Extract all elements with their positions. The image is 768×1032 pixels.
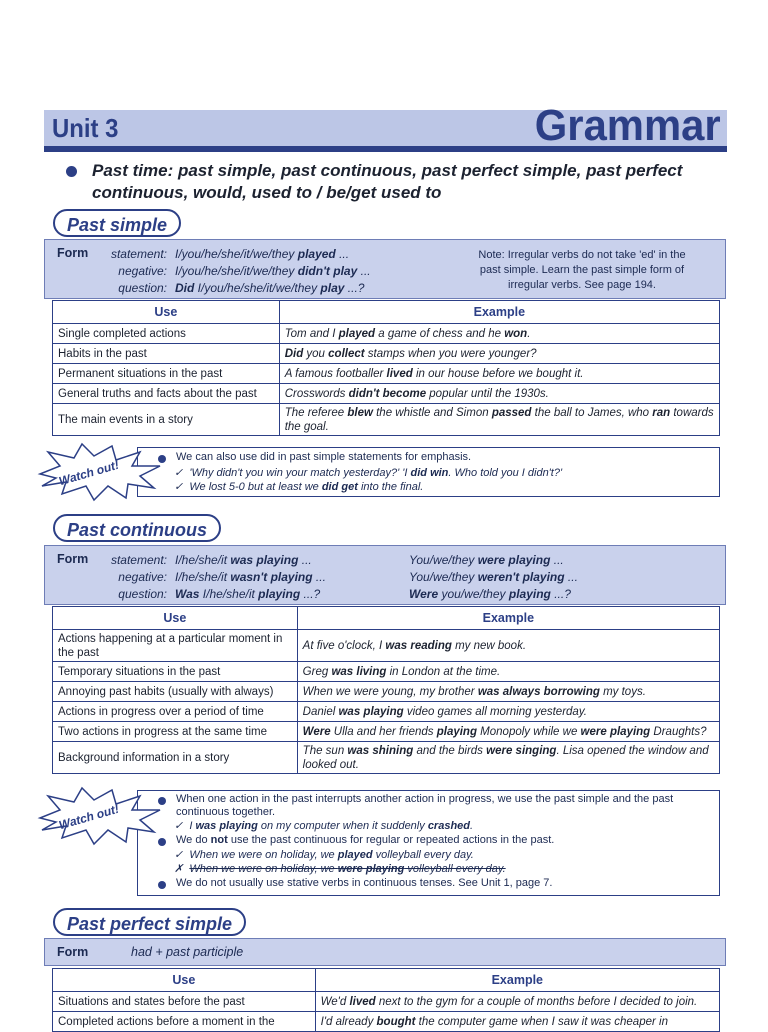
example-verb: was shining (347, 744, 414, 757)
example-text: Daniel (302, 705, 339, 718)
example-text: Greg (302, 665, 332, 678)
form-question: question: Did I/you/he/she/it/we/they play ...? (118, 281, 365, 295)
example-cell (297, 662, 719, 682)
bullet-icon (158, 881, 166, 889)
example-verb: bought (376, 1015, 416, 1028)
column-header-example: Example (297, 607, 719, 630)
table-row (53, 344, 720, 364)
form-question-plural: Were you/we/they playing ...? (409, 587, 571, 601)
use-cell: Annoying past habits (usually with always) (53, 682, 298, 702)
example-text: The referee (284, 406, 348, 419)
table-header-row (53, 301, 720, 324)
use-cell: Permanent situations in the past (53, 364, 280, 384)
form-question: question: Was I/he/she/it playing ...? (118, 587, 321, 601)
past-continuous-form-box (44, 545, 726, 605)
watch-wrong-example: ✗ When we were on holiday, we were playing volleyball every day. (174, 863, 506, 875)
form-statement-plural: You/we/they were playing ... (409, 553, 564, 567)
table-row (53, 630, 720, 662)
irregular-verbs-note: Note: Irregular verbs do not take 'ed' in the past simple. Learn the past simple form of irregular verbs. See page 194. (478, 249, 686, 291)
example-text: a game of chess and he (375, 327, 505, 340)
example-text: At five o'clock, I (302, 639, 386, 652)
check-icon: ✓ (174, 820, 184, 832)
example-text: the whistle and Simon (372, 406, 492, 419)
topic-heading (66, 160, 726, 204)
example-text: next to the gym for a couple of months before I decided to join. (375, 995, 698, 1008)
use-cell: Situations and states before the past (53, 992, 316, 1012)
table-row (53, 682, 720, 702)
use-cell: Completed actions before a moment in the (53, 1012, 316, 1032)
table-row (53, 742, 720, 774)
form-statement: statement: I/he/she/it was playing ... (110, 553, 312, 567)
example-verb: playing (436, 725, 477, 738)
example-cell (279, 364, 719, 384)
example-text: When we were young, my brother (302, 685, 478, 698)
example-verb: was reading (385, 639, 452, 652)
example-verb: was playing (338, 705, 404, 718)
table-row (53, 992, 720, 1012)
cross-icon: ✗ (174, 863, 184, 875)
watch-note: When one action in the past interrupts another action in progress, we use the past simple and the past (176, 793, 674, 805)
table-row (53, 722, 720, 742)
watch-out-label: Watch out! (57, 457, 121, 489)
form-negative: negative: I/he/she/it wasn't playing ... (118, 570, 326, 584)
example-text: my toys. (599, 685, 646, 698)
watch-note-continued: continuous together. (176, 806, 276, 818)
watch-example: ✓ I was playing on my computer when it suddenly crashed. (174, 820, 474, 832)
example-cell (297, 682, 719, 702)
form-label: Form (57, 945, 89, 959)
form-formula: had + past participle (131, 945, 244, 959)
example-verb: lived (386, 367, 413, 380)
example-text: in our house before we bought it. (412, 367, 584, 380)
topic-text: Past time: past simple, past continuous, past perfect simple, past perfect continuous, would, used to / be/get used to (92, 161, 683, 202)
use-cell: Actions happening at a particular moment in the past (53, 630, 298, 662)
form-label: Form (57, 246, 89, 260)
example-cell (315, 1012, 719, 1032)
past-simple-use-table (52, 300, 720, 436)
use-cell: Actions in progress over a period of time (53, 702, 298, 722)
use-cell: Background information in a story (53, 742, 298, 774)
watch-example: ✓ 'Why didn't you win your match yesterday?' 'I did win. Who told you I didn't?' (174, 467, 563, 479)
use-cell: Habits in the past (53, 344, 280, 364)
past-continuous-watch-out-box (137, 790, 720, 896)
example-text: We'd (320, 995, 350, 1008)
watch-out-label: Watch out! (57, 801, 121, 833)
form-negative: negative: I/you/he/she/it/we/they didn't play ... (118, 264, 371, 278)
watch-note: We do not usually use stative verbs in continuous tenses. See Unit 1, page 7. (176, 877, 553, 889)
form-label: Form (57, 552, 89, 566)
example-verb: Did (284, 347, 304, 360)
use-cell: Two actions in progress at the same time (53, 722, 298, 742)
example-cell (297, 742, 719, 774)
form-negative-plural: You/we/they weren't playing ... (409, 570, 578, 584)
example-text: the ball to James, who (531, 406, 653, 419)
example-text: I'd already (320, 1015, 377, 1028)
example-text: Draughts? (650, 725, 707, 738)
watch-example: ✓ When we were on holiday, we played volleyball every day. (174, 849, 474, 861)
past-perfect-use-table (52, 968, 720, 1032)
table-row (53, 364, 720, 384)
example-verb: won (504, 327, 528, 340)
example-text: Crosswords (284, 387, 349, 400)
form-statement: statement: I/you/he/she/it/we/they played ... (110, 247, 350, 261)
check-icon: ✓ (174, 849, 184, 861)
section-heading-past-simple: Past simple (53, 209, 181, 237)
example-text: A famous footballer (284, 367, 387, 380)
example-cell (279, 384, 719, 404)
table-row (53, 384, 720, 404)
example-text: you (303, 347, 329, 360)
example-text: Ulla and her friends (330, 725, 437, 738)
column-header-example: Example (315, 969, 719, 992)
table-row (53, 324, 720, 344)
section-heading-past-continuous: Past continuous (53, 514, 221, 542)
example-verb: was always borrowing (477, 685, 600, 698)
use-cell: Temporary situations in the past (53, 662, 298, 682)
use-cell: The main events in a story (53, 404, 280, 436)
example-text: The sun (302, 744, 348, 757)
example-text: and the birds (413, 744, 487, 757)
column-header-use: Use (53, 301, 280, 324)
example-text: popular until the 1930s. (426, 387, 549, 400)
example-verb: didn't become (348, 387, 427, 400)
table-row (53, 702, 720, 722)
page-title: Grammar (535, 101, 721, 150)
example-verb: ran (652, 406, 671, 419)
example-verb: Were (302, 725, 331, 738)
example-cell (279, 324, 719, 344)
use-cell: General truths and facts about the past (53, 384, 280, 404)
table-header-row (53, 607, 720, 630)
past-simple-watch-out-box (137, 447, 720, 497)
example-verb: was living (331, 665, 387, 678)
example-text: stamps when you were younger? (364, 347, 537, 360)
example-text: in London at the time. (386, 665, 501, 678)
column-header-use: Use (53, 969, 316, 992)
example-verb: were playing (580, 725, 651, 738)
example-cell (279, 344, 719, 364)
unit-banner (44, 101, 727, 152)
example-verb: blew (347, 406, 373, 419)
example-verb: played (338, 327, 376, 340)
example-cell (297, 630, 719, 662)
example-verb: lived (349, 995, 376, 1008)
example-verb: were singing (486, 744, 557, 757)
unit-title: Unit 3 (52, 113, 119, 143)
example-text: the computer game when I saw it was cheaper in (415, 1015, 668, 1028)
past-simple-form-box (44, 239, 726, 299)
example-text: . Lisa opened the window and looked out. (302, 744, 709, 771)
example-verb: collect (328, 347, 365, 360)
watch-example: ✓ We lost 5-0 but at least we did get into the final. (174, 481, 424, 493)
example-text: my new book. (451, 639, 527, 652)
past-continuous-use-table (52, 606, 720, 774)
example-cell (279, 404, 719, 436)
check-icon: ✓ (174, 481, 184, 493)
watch-note: We can also use did in past simple statements for emphasis. (176, 451, 472, 463)
column-header-example: Example (279, 301, 719, 324)
example-cell (297, 702, 719, 722)
table-row (53, 1012, 720, 1032)
example-verb: passed (491, 406, 532, 419)
column-header-use: Use (53, 607, 298, 630)
table-row (53, 662, 720, 682)
example-cell (297, 722, 719, 742)
check-icon: ✓ (174, 467, 184, 479)
example-text: Monopoly while we (476, 725, 581, 738)
use-cell: Single completed actions (53, 324, 280, 344)
section-heading-past-perfect-simple: Past perfect simple (53, 908, 246, 936)
bullet-icon (66, 166, 77, 177)
example-text: . (527, 327, 531, 340)
watch-note: We do not use the past continuous for regular or repeated actions in the past. (176, 834, 555, 846)
past-perfect-form-box (44, 938, 726, 966)
example-text: video games all morning yesterday. (403, 705, 587, 718)
table-row (53, 404, 720, 436)
example-text: Tom and I (284, 327, 339, 340)
example-cell (315, 992, 719, 1012)
example-text: towards the goal. (284, 406, 714, 433)
table-header-row (53, 969, 720, 992)
